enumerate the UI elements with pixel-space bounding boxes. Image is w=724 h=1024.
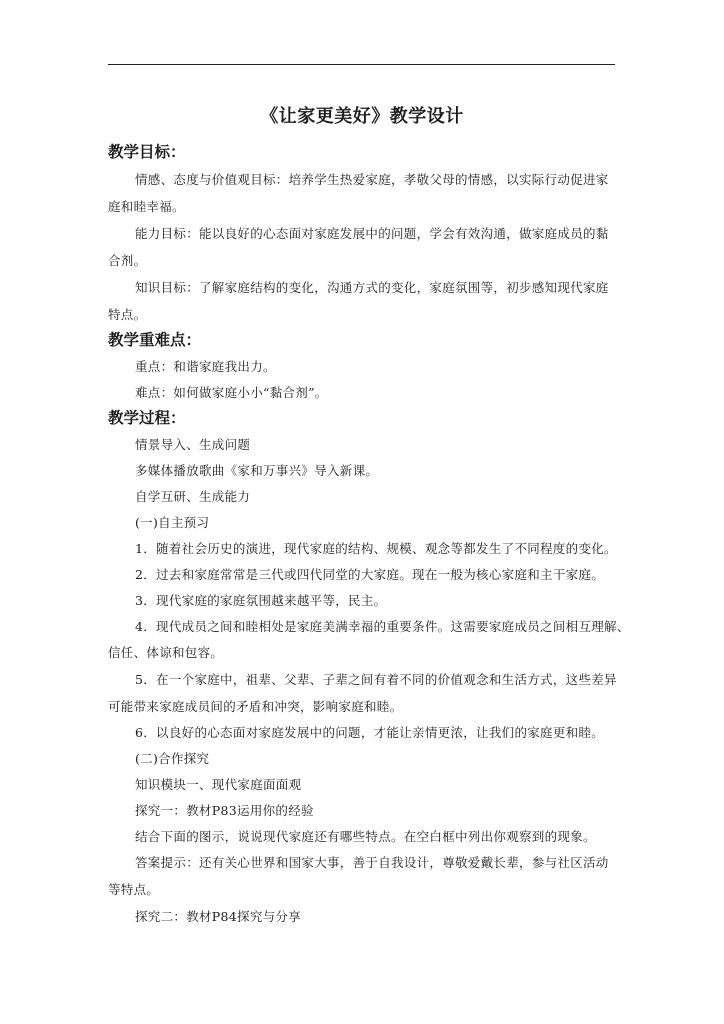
objectives-line: 合剂。: [108, 253, 147, 268]
process-line: 信任、体谅和包容。: [108, 645, 224, 660]
key-points-heading: 教学重难点：: [108, 331, 202, 349]
objectives-line: 能力目标：能以良好的心态面对家庭发展中的问题，学会有效沟通，做家庭成员的黏: [135, 226, 609, 241]
process-line: 答案提示：还有关心世界和国家大事，善于自我设计，尊敬爱戴长辈，参与社区活动: [135, 855, 609, 870]
process-line: 4．现代成员之间和睦相处是家庭美满幸福的重要条件。这需要家庭成员之间相互理解、: [135, 619, 630, 634]
process-line: 5．在一个家庭中，祖辈、父辈、子辈之间有着不同的价值观念和生活方式，这些差异: [135, 672, 617, 687]
header-rule: [108, 64, 615, 65]
objectives-line: 特点。: [108, 307, 147, 322]
process-line: 探究二：教材P84探究与分享: [135, 909, 302, 924]
process-line: 探究一：教材P83运用你的经验: [135, 803, 314, 818]
objectives-line: 庭和睦幸福。: [108, 199, 185, 214]
objectives-line: 知识目标：了解家庭结构的变化，沟通方式的变化，家庭氛围等，初步感知现代家庭: [135, 280, 609, 295]
process-line: 3．现代家庭的家庭氛围越来越平等，民主。: [135, 593, 387, 608]
process-line: 1．随着社会历史的演进，现代家庭的结构、规模、观念等都发生了不同程度的变化。: [135, 541, 617, 556]
key-points-line: 难点：如何做家庭小小“黏合剂”。: [135, 385, 328, 400]
process-line: 结合下面的图示，说说现代家庭还有哪些特点。在空白框中列出你观察到的现象。: [135, 829, 596, 844]
process-line: 知识模块一、现代家庭面面观: [135, 777, 302, 792]
process-line: 自学互研、生成能力: [135, 489, 251, 504]
process-line: 6．以良好的心态面对家庭发展中的问题，才能让亲情更浓，让我们的家庭更和睦。: [135, 725, 605, 740]
page-title: 《让家更美好》教学设计: [260, 106, 464, 127]
objectives-line: 情感、态度与价值观目标：培养学生热爱家庭，孝敬父母的情感，以实际行动促进家: [135, 172, 609, 187]
process-line: 等特点。: [108, 882, 160, 897]
process-line: (一)自主预习: [135, 515, 210, 530]
objectives-heading: 教学目标：: [108, 143, 186, 161]
process-line: 可能带来家庭成员间的矛盾和冲突，影响家庭和睦。: [108, 699, 403, 714]
process-heading: 教学过程：: [108, 409, 186, 427]
process-line: 多媒体播放歌曲《家和万事兴》导入新课。: [135, 463, 379, 478]
process-line: 情景导入、生成问题: [135, 437, 251, 452]
key-points-line: 重点：和谐家庭我出力。: [135, 359, 276, 374]
process-line: (二)合作探究: [135, 751, 210, 766]
process-line: 2．过去和家庭常常是三代或四代同堂的大家庭。现在一般为核心家庭和主干家庭。: [135, 567, 605, 582]
